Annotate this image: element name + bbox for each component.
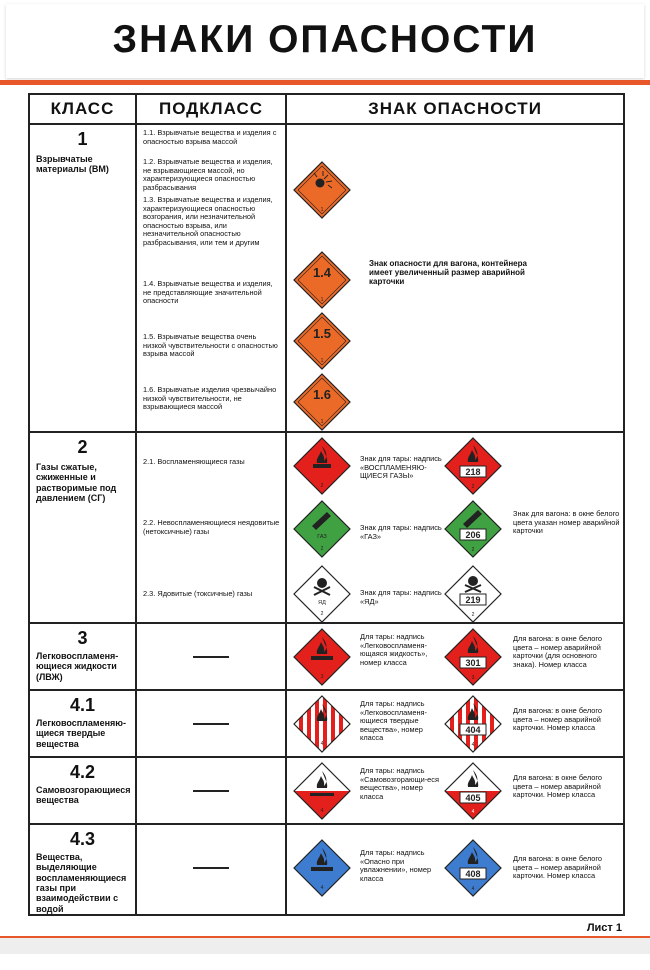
wagon-note: Для вагона: в окне белого цвета – номер аварийной карточки. Номер класса [513,706,603,733]
subclass-cell [136,124,286,432]
flammable-liquid-wagon-diamond [444,628,502,686]
empty-dash [193,656,229,658]
subclass-text: 1.1. Взрывчатые вещества и изделия с опасностью взрыва массой [143,128,277,146]
subclass-cell [136,824,286,915]
class-number: 4.3 [69,829,96,849]
svg-text:4: 4 [320,741,324,747]
svg-text:ГАЗ: ГАЗ [317,534,327,540]
sign-class-digit: 1 [320,207,324,213]
explosive-bomb-diamond [293,161,351,219]
svg-text:206: 206 [465,530,481,540]
column-header-class: КЛАСС [29,94,136,124]
subclass-text: 2.1. Воспламеняющиеся газы [143,457,245,466]
table-row [29,124,624,432]
skull-icon [317,578,327,588]
spontaneous-combustion-wagon-diamond [444,762,502,820]
subclass-text: 1.3. Взрывчатые вещества и изделия, характеризующиеся опасностью возгорания, или незначительной опасностью взрыва, или незначительной опасностью разбрасывания, или тем и другим [143,195,273,247]
svg-text:3: 3 [320,674,324,680]
sign-note: Знак для тары: надпись «ЯД» [360,588,442,606]
non-flammable-gas-wagon-diamond [444,500,502,558]
column-header-sign: ЗНАК ОПАСНОСТИ [286,94,624,124]
class-number: 4.1 [69,695,96,715]
class-cell [29,757,136,824]
skull-icon [468,576,478,586]
toxic-gas-diamond [293,565,351,623]
sign-cell [286,824,624,915]
wagon-note: Для вагона: в окне белого цвета – номер аварийной карточки (для основного знака). Номер класса [513,634,603,669]
svg-text:1: 1 [320,419,324,425]
svg-text:3: 3 [471,675,475,681]
sign-cell [286,623,624,690]
dangerous-when-wet-wagon-diamond [444,839,502,897]
wagon-note: Для вагона: в окне белого цвета – номер аварийной карточки. Номер класса [513,854,603,881]
flammable-solid-diamond [293,695,351,753]
class-number: 4.2 [69,762,96,782]
subclass-cell [136,432,286,623]
class-cell [29,432,136,623]
explosive-1-6-diamond [293,373,351,431]
class-cell [29,824,136,915]
class-number: 1 [77,129,88,149]
footer-bar [0,938,650,954]
svg-text:4: 4 [320,885,324,891]
explosive-1-4-diamond [293,251,351,309]
subclass-text: 2.2. Невоспламеняющиеся неядовитые (нетоксичные) газы [143,518,280,536]
class-cell [29,623,136,690]
table-row [29,623,624,690]
svg-text:4: 4 [320,808,324,814]
svg-text:4: 4 [471,809,475,815]
empty-dash [193,723,229,725]
sign-cell [286,757,624,824]
sign-note: Знак для тары: надпись «ВОСПЛАМЕНЯЮ-ЩИЕСЯ ГАЗЫ» [360,454,442,481]
class-cell [29,124,136,432]
svg-text:408: 408 [465,869,481,879]
empty-dash [193,790,229,792]
subclass-text: 1.5. Взрывчатые вещества очень низкой чувствительности с опасностью взрыва массой [143,332,278,359]
svg-text:404: 404 [465,725,481,735]
wagon-note: Знак для вагона: в окне белого цвета указан номер аварийной карточки [513,509,620,536]
svg-text:218: 218 [465,467,481,477]
header-divider [0,80,650,85]
sign-cell [286,432,624,623]
class-name: Взрывчатые материалы (ВМ) [36,154,109,175]
svg-text:301: 301 [465,658,481,668]
toxic-gas-wagon-diamond [444,565,502,623]
subclass-text: 1.2. Взрывчатые вещества и изделия, не взрывающиеся массой, но характеризующиеся опасностью разбрасывания [143,157,273,192]
class-number: 3 [77,628,88,648]
svg-text:2: 2 [320,611,324,617]
svg-text:1: 1 [320,358,324,364]
svg-text:2: 2 [471,547,475,553]
svg-text:4: 4 [471,742,475,748]
flammable-gas-diamond [293,437,351,495]
svg-text:1: 1 [320,297,324,303]
svg-text:2: 2 [471,612,475,618]
sign-note: Знак опасности для вагона, контейнера имеет увеличенный размер аварийной карточки [369,259,527,287]
non-flammable-gas-diamond [293,500,351,558]
table-row [29,824,624,915]
flammable-liquid-diamond [293,628,351,686]
sign-note: Для тары: надпись «Самовозгорающи-еся вещества», номер класса [360,766,439,801]
svg-text:2: 2 [320,483,324,489]
class-name: Легковоспламеня-ющиеся жидкости (ЛВЖ) [36,651,119,682]
table-row [29,432,624,623]
subclass-cell [136,623,286,690]
spontaneous-combustion-diamond [293,762,351,820]
dangerous-when-wet-diamond [293,839,351,897]
subclass-text: 2.3. Ядовитые (токсичные) газы [143,589,253,598]
svg-text:2: 2 [320,546,324,552]
class-name: Вещества, выделяющие воспламеняющиеся газы при взаимодействии с водой [36,852,127,914]
class-name: Газы сжатые, сжиженные и растворимые под давлением (СГ) [36,462,117,504]
sign-cell [286,124,624,432]
column-header-subclass: ПОДКЛАСС [136,94,286,124]
flammable-solid-wagon-diamond [444,695,502,753]
svg-text:ЯД: ЯД [318,600,326,606]
sheet-number: Лист 1 [586,922,622,934]
subclass-cell [136,690,286,757]
bomb-icon [316,179,325,188]
class-cell [29,690,136,757]
subclass-text: 1.4. Взрывчатые вещества и изделия, не представляющие значительной опасности [143,279,273,306]
sign-note: Для тары: надпись «Легковоспламеня-ющиеся твердые вещества», номер класса [360,699,428,743]
explosive-1-5-diamond [293,312,351,370]
table-header-row [29,94,624,124]
sign-cell [286,690,624,757]
class-number: 2 [77,437,88,457]
page-title: ЗНАКИ ОПАСНОСТИ [112,18,538,61]
sign-note: Знак для тары: надпись «ГАЗ» [360,523,442,541]
class-name: Легковоспламеняю-щиеся твердые вещества [36,718,126,749]
table-row [29,690,624,757]
wagon-note: Для вагона: в окне белого цвета – номер аварийной карточки. Номер класса [513,773,603,800]
svg-text:1.5: 1.5 [312,326,332,341]
svg-text:405: 405 [465,793,481,803]
svg-text:2: 2 [471,484,475,490]
empty-dash [193,867,229,869]
flammable-gas-wagon-diamond [444,437,502,495]
table-row [29,757,624,824]
subclass-cell [136,757,286,824]
svg-text:1.4: 1.4 [312,265,332,280]
svg-text:219: 219 [465,595,481,605]
svg-text:1.6: 1.6 [312,387,332,402]
sign-note: Для тары: надпись «Легковоспламеня-ющаяся жидкость», номер класса [360,632,428,667]
sign-note: Для тары: надпись «Опасно при увлажнении», номер класса [360,848,432,883]
class-name: Самовозгорающиеся вещества [36,785,131,806]
svg-text:4: 4 [471,886,475,892]
subclass-text: 1.6. Взрывчатые изделия чрезвычайно низкой чувствительности, не взрывающиеся массой [143,385,277,412]
hazard-table [28,93,625,916]
